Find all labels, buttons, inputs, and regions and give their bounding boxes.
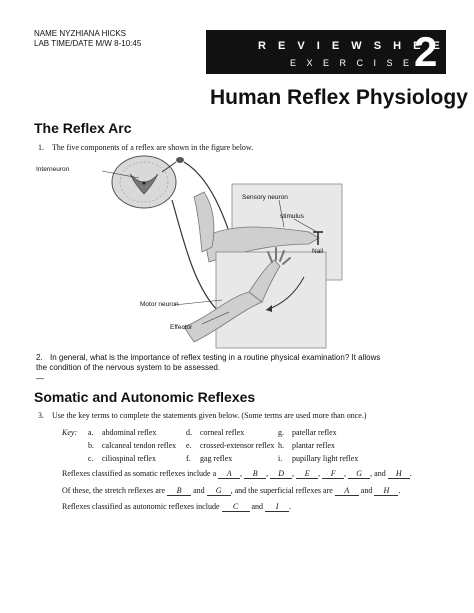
question-1-number: 1. (38, 143, 44, 152)
blank-somatic-2[interactable]: B (244, 469, 266, 479)
statement-superficial-and: and (360, 486, 373, 495)
exercise-label: E X E R C I S E (290, 58, 414, 68)
key-term: ciliospinal reflex (102, 454, 156, 463)
blank-somatic-6[interactable]: G (348, 469, 370, 479)
label-sensory-neuron: Sensory neuron (242, 194, 288, 201)
key-term: corneal reflex (200, 428, 245, 437)
key-term: crossed-extensor reflex (200, 441, 275, 450)
label-nail: Nail (312, 248, 324, 255)
page-title: Human Reflex Physiology (210, 86, 468, 109)
blank-superficial-1[interactable]: A (335, 486, 359, 496)
question-2-text-line2: the condition of the nervous system to be assessed. (36, 363, 221, 372)
key-term-letter: b. (88, 441, 94, 450)
blank-somatic-1[interactable]: A (218, 469, 240, 479)
statement-stretch-superficial: Of these, the stretch reflexes are B and G , and the superficial reflexes are A and H . (62, 486, 401, 495)
key-label: Key: (62, 428, 78, 437)
blank-somatic-4[interactable]: E (296, 469, 318, 479)
blank-superficial-2[interactable]: H (374, 486, 398, 496)
blank-stretch-2[interactable]: G (207, 486, 231, 496)
key-term-letter: g. (278, 428, 284, 437)
statement-autonomic-prefix: Reflexes classified as autonomic reflexes include (62, 502, 220, 511)
section-heading-reflex-arc: The Reflex Arc (34, 120, 132, 136)
key-term-letter: f. (186, 454, 191, 463)
question-2-number: 2. (36, 353, 43, 362)
statement-somatic-prefix: Reflexes classified as somatic reflexes include a (62, 469, 217, 478)
key-term: patellar reflex (292, 428, 337, 437)
label-interneuron: Interneuron (36, 166, 70, 173)
key-term: gag reflex (200, 454, 233, 463)
key-term-letter: e. (186, 441, 192, 450)
blank-autonomic-2[interactable]: I (265, 502, 289, 512)
statement-autonomic: Reflexes classified as autonomic reflexes include C and I . (62, 502, 292, 511)
label-stimulus: stimulus (280, 213, 304, 220)
question-3-text: Use the key terms to complete the statements given below. (Some terms are used more than once.) (52, 411, 367, 420)
key-term: pupillary light reflex (292, 454, 359, 463)
key-term-letter: h. (278, 441, 284, 450)
reflex-arc-figure (34, 152, 344, 352)
section-heading-somatic-autonomic: Somatic and Autonomic Reflexes (34, 389, 256, 405)
question-2-answer-dash: — (36, 374, 44, 383)
statement-stretch-prefix: Of these, the stretch reflexes are (62, 486, 166, 495)
key-term: calcaneal tendon reflex (102, 441, 177, 450)
student-name: NAME NYZHIANA HICKS (34, 29, 127, 38)
blank-autonomic-1[interactable]: C (222, 502, 250, 512)
key-term: abdominal reflex (102, 428, 157, 437)
statement-superficial-mid: , and the superficial reflexes are (230, 486, 333, 495)
key-term-letter: a. (88, 428, 94, 437)
question-1-text: The five components of a reflex are shown in the figure below. (52, 143, 254, 152)
blank-somatic-3[interactable]: D (270, 469, 292, 479)
statement-somatic: Reflexes classified as somatic reflexes include a A , B , D , E , F , G , and H . (62, 469, 412, 478)
key-term-letter: d. (186, 428, 192, 437)
lab-time-date: LAB TIME/DATE M/W 8-10:45 (34, 39, 142, 48)
statement-autonomic-and: and (251, 502, 264, 511)
statement-somatic-and: and (374, 469, 386, 478)
key-term-letter: c. (88, 454, 94, 463)
statement-stretch-and: and (193, 486, 205, 495)
blank-stretch-1[interactable]: B (167, 486, 191, 496)
key-term-letter: i. (278, 454, 283, 463)
blank-somatic-5[interactable]: F (322, 469, 344, 479)
key-term: plantar reflex (292, 441, 335, 450)
exercise-number: 2 (414, 28, 438, 75)
question-3-number: 3. (38, 411, 44, 420)
review-sheet-label: R E V I E W S H E E T (258, 40, 464, 52)
label-motor-neuron: Motor neuron (140, 301, 179, 308)
question-2-text-line1: In general, what is the importance of reflex testing in a routine physical examination? It allows (50, 353, 381, 362)
label-effector: Effector (170, 324, 193, 331)
blank-somatic-7[interactable]: H (388, 469, 410, 479)
